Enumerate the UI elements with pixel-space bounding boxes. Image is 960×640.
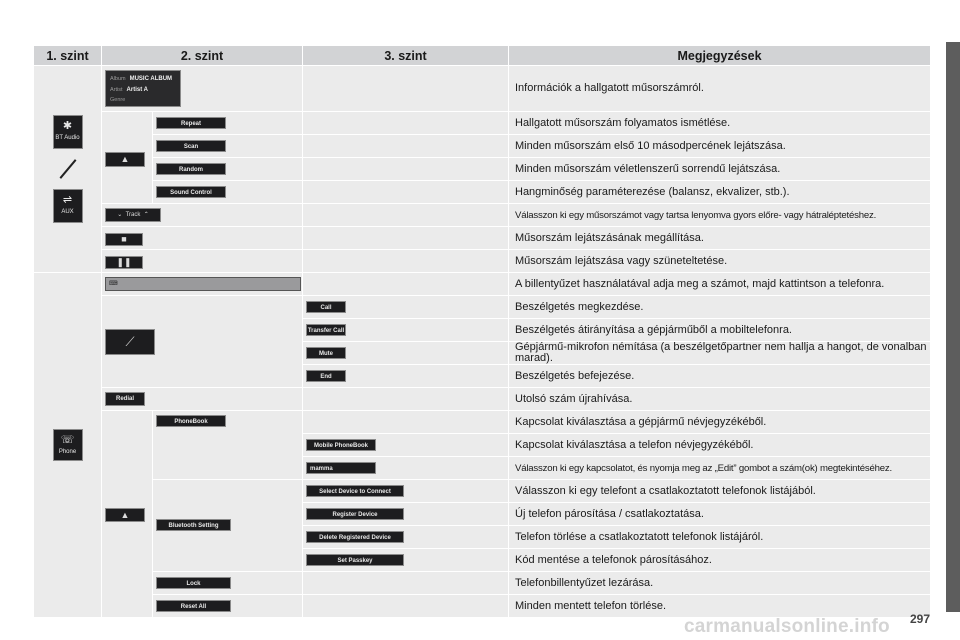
track-button[interactable]: ⌄ Track ⌃ xyxy=(105,208,161,222)
note-text: Telefonbillentyűzet lezárása. xyxy=(509,572,931,595)
header-notes: Megjegyzések xyxy=(509,46,931,66)
handset-icon: ⟋ xyxy=(125,333,135,349)
aux-cable-icon: ⇌ xyxy=(62,194,73,206)
chevron-up-icon: ⌃ xyxy=(143,211,149,218)
options-cell xyxy=(102,112,153,204)
table-row xyxy=(34,411,931,434)
note-text: Minden műsorszám első 10 másodpercének lejátszása. xyxy=(509,135,931,158)
menu-levels-table xyxy=(33,45,931,618)
note-text: Válasszon ki egy telefont a csatlakoztatott telefonok listájából. xyxy=(509,480,931,503)
phone-handset-icon: ☏ xyxy=(60,434,75,446)
note-text: Hallgatott műsorszám folyamatos ismétlése. xyxy=(509,112,931,135)
mute-button[interactable]: Mute xyxy=(306,347,346,359)
note-text: Válasszon ki egy műsorszámot vagy tartsa lenyomva gyors előre- vagy hátraléptetéshez. xyxy=(509,204,931,227)
table-row xyxy=(34,273,931,296)
header-row xyxy=(34,46,931,66)
end-button[interactable]: End xyxy=(306,370,346,382)
table-row xyxy=(34,480,931,503)
note-text: Műsorszám lejátszása vagy szüneteltetése. xyxy=(509,250,931,273)
random-button[interactable]: Random xyxy=(156,163,226,175)
register-device-button[interactable]: Register Device xyxy=(306,508,404,520)
track-info-cell xyxy=(102,66,303,112)
bluetooth-icon: ✱ xyxy=(62,120,73,132)
delete-device-button[interactable]: Delete Registered Device xyxy=(306,531,404,543)
triangle-up-icon: ▲ xyxy=(120,510,130,520)
bt-audio-button[interactable]: ✱ BT Audio xyxy=(53,115,83,149)
phone-button[interactable]: ☏ Phone xyxy=(53,429,83,461)
table-row xyxy=(34,181,931,204)
reset-all-button[interactable]: Reset All xyxy=(156,600,231,612)
repeat-button[interactable]: Repeat xyxy=(156,117,226,129)
transfer-call-button[interactable]: Transfer Call xyxy=(306,324,346,336)
note-text: Minden műsorszám véletlenszerű sorrendű lejátszása. xyxy=(509,158,931,181)
page-edge-tab xyxy=(946,42,960,612)
note-text: Hangminőség paraméterezése (balansz, ekvalizer, stb.). xyxy=(509,181,931,204)
scan-button[interactable]: Scan xyxy=(156,140,226,152)
bluetooth-setting-button[interactable]: Bluetooth Setting xyxy=(156,519,231,531)
aux-button[interactable]: ⇌ AUX xyxy=(53,189,83,223)
note-text: Műsorszám lejátszásának megállítása. xyxy=(509,227,931,250)
redial-button[interactable]: Redial xyxy=(105,392,145,406)
track-info-box: Album MUSIC ALBUM Artist Artist A Genre xyxy=(105,70,181,107)
phone-options-arrow-button[interactable] xyxy=(105,508,145,522)
table-row xyxy=(34,388,931,411)
table-row xyxy=(34,204,931,227)
table-row xyxy=(34,227,931,250)
note-text: Gépjármű-mikrofon némítása (a beszélgetőpartner nem hallja a hangot, de vonalban marad). xyxy=(509,342,931,365)
note-text: Új telefon párosítása / csatlakoztatása. xyxy=(509,503,931,526)
lock-button[interactable]: Lock xyxy=(156,577,231,589)
table-row xyxy=(34,250,931,273)
table-row xyxy=(34,135,931,158)
page-number: 297 xyxy=(909,612,930,626)
note-text: Kód mentése a telefonok párosításához. xyxy=(509,549,931,572)
note-text: Utolsó szám újrahívása. xyxy=(509,388,931,411)
note-text: Minden mentett telefon törlése. xyxy=(509,595,931,618)
note-text: Beszélgetés befejezése. xyxy=(509,365,931,388)
phone-options-cell xyxy=(102,411,153,618)
phonebook-button[interactable]: PhoneBook xyxy=(156,415,226,427)
keyboard-icon: ⌨ xyxy=(109,280,118,287)
pause-icon: ❚❚ xyxy=(116,257,132,267)
dial-call-button[interactable] xyxy=(105,329,155,355)
table-row xyxy=(34,66,931,112)
select-device-button[interactable]: Select Device to Connect xyxy=(306,485,404,497)
sound-control-button[interactable]: Sound Control xyxy=(156,186,226,198)
header-level-2: 2. szint xyxy=(102,46,303,66)
options-arrow-button[interactable] xyxy=(105,152,145,167)
contact-mamma-button[interactable]: mamma xyxy=(306,462,376,474)
watermark: carmanualsonline.info xyxy=(684,616,890,637)
table-row xyxy=(34,296,931,319)
note-text: Beszélgetés átirányítása a gépjárműből a mobiltelefonra. xyxy=(509,319,931,342)
header-level-1: 1. szint xyxy=(34,46,102,66)
or-separator xyxy=(58,159,78,179)
triangle-up-icon: ▲ xyxy=(120,153,130,164)
set-passkey-button[interactable]: Set Passkey xyxy=(306,554,404,566)
note-text: A billentyűzet használatával adja meg a számot, majd kattintson a telefonra. xyxy=(509,273,931,296)
note-text: Információk a hallgatott műsorszámról. xyxy=(509,66,931,112)
mobile-phonebook-button[interactable]: Mobile PhoneBook xyxy=(306,439,376,451)
keyboard-input-field[interactable] xyxy=(105,277,301,291)
audio-mode-cell xyxy=(34,66,102,273)
note-text: Kapcsolat kiválasztása a telefon névjegyzékéből. xyxy=(509,434,931,457)
table-row xyxy=(34,112,931,135)
note-text: Beszélgetés megkezdése. xyxy=(509,296,931,319)
table-row xyxy=(34,595,931,618)
note-text: Kapcsolat kiválasztása a gépjármű névjegyzékéből. xyxy=(509,411,931,434)
stop-icon: ■ xyxy=(121,234,127,244)
phone-mode-cell xyxy=(34,273,102,618)
play-pause-button[interactable] xyxy=(105,256,143,269)
stop-button[interactable] xyxy=(105,233,143,246)
chevron-down-icon: ⌄ xyxy=(117,211,123,218)
call-button[interactable]: Call xyxy=(306,301,346,313)
header-level-3: 3. szint xyxy=(303,46,509,66)
table-row xyxy=(34,572,931,595)
table-row xyxy=(34,158,931,181)
note-text: Telefon törlése a csatlakoztatott telefonok listájáról. xyxy=(509,526,931,549)
note-text: Válasszon ki egy kapcsolatot, és nyomja meg az „Edit” gombot a szám(ok) megtekintéséhez. xyxy=(509,457,931,480)
